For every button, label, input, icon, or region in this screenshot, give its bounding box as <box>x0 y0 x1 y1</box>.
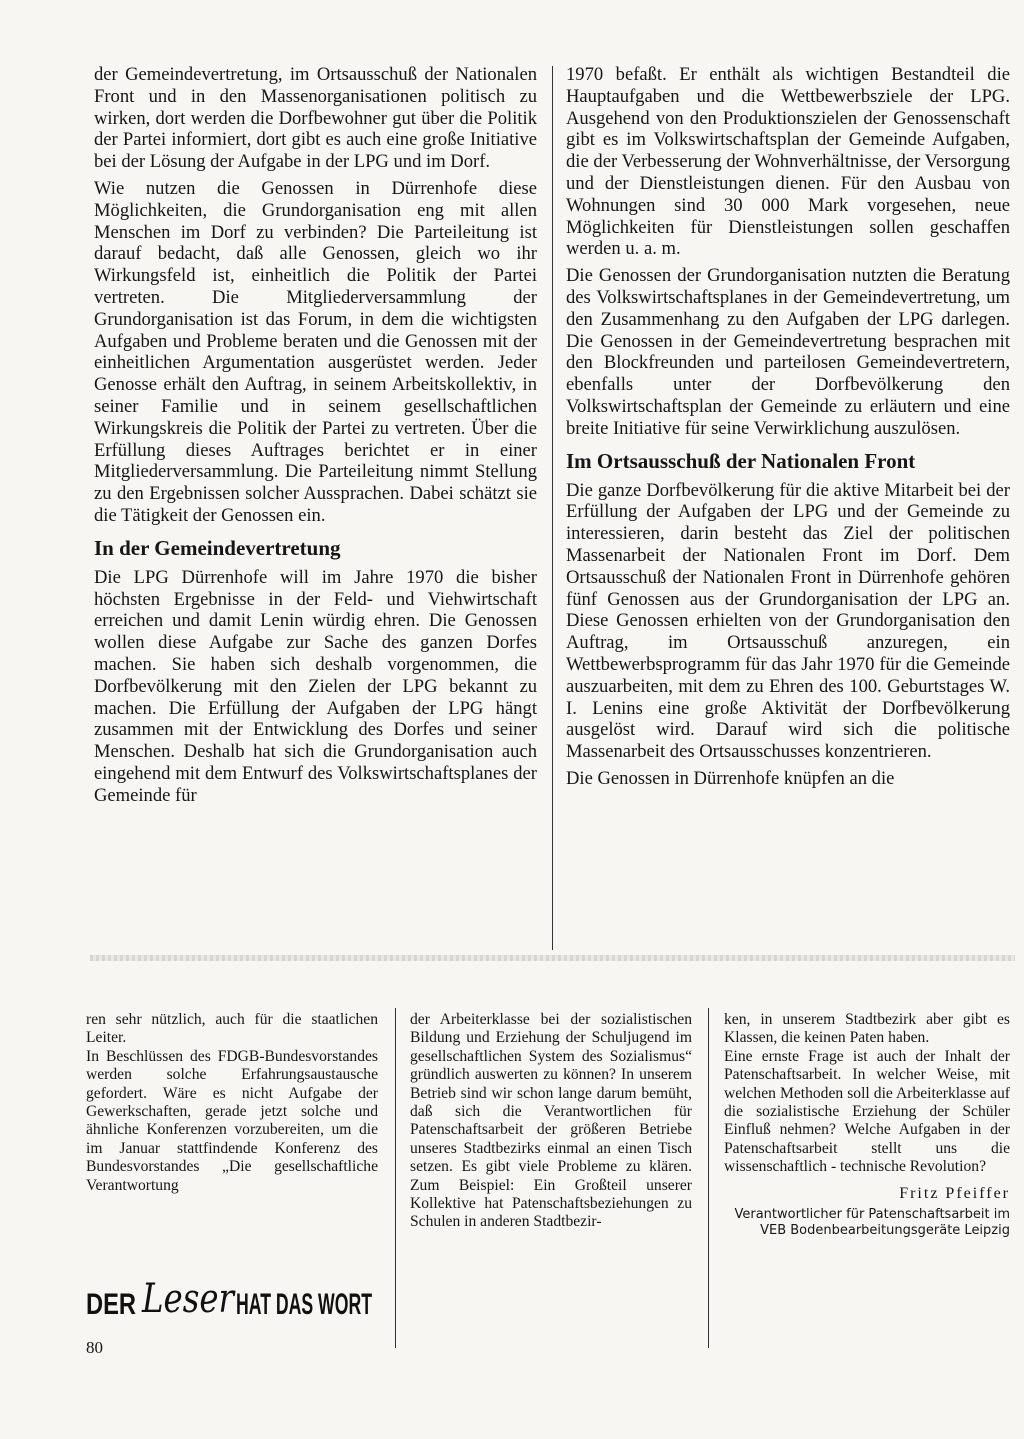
page-number: 80 <box>86 1338 103 1357</box>
section-divider <box>90 955 1015 961</box>
author-title: Verantwortlicher für Patenschaftsarbeit im VEB Bodenbearbeitungsgeräte Leipzig <box>734 1207 1010 1239</box>
column-logo <box>86 1268 376 1328</box>
paragraph: Die ganze Dorfbevölkerung für die aktive Mitarbeit bei der Erfüllung der Aufgaben der LPG und der Gemeinde zu interessieren, darin besteht das Ziel der politischen Massenarbeit der Nationalen Front im Dorf. Dem Ortsausschuß der Nationalen Front in Dürrenhofe gehören fünf Genossen aus der Grundorganisation der LPG an. Diese Genossen erhielten von der Grundorganisation den Auftrag, im Ortsausschuß anzuregen, ein Wettbewerbsprogramm für das Jahr 1970 für die Gemeinde auszuarbeiten, mit dem zu Ehren des 100. Geburtstages W. I. Lenins eine große Aktivität der Dorfbevölkerung ausgelöst wird. Darauf wird sich die politische Massenarbeit des Ortsausschusses konzentrieren. <box>566 479 1010 763</box>
logo-text-der: DER <box>86 1288 137 1321</box>
paragraph: Die LPG Dürrenhofe will im Jahre 1970 die bisher höchsten Ergebnisse in der Feld- und Viehwirtschaft erreichen und damit Lenin würdig ehren. Die Genossen wollen diese Aufgabe zur Sache des ganzen Dorfes machen. Sie haben sich deshalb vorgenommen, die Dorfbevölkerung mit den Zielen der LPG bekannt zu machen. Die Erfüllung der Aufgaben der LPG hängt zusammen mit der Entwicklung des Dorfes und seiner Menschen. Deshalb hat sich die Grundorganisation auch eingehend mit dem Entwurf des Volkswirtschaftsplanes der Gemeinde für <box>94 566 537 806</box>
paragraph: Die Genossen in Dürrenhofe knüpfen an die <box>566 767 895 789</box>
column-rule <box>708 1008 709 1348</box>
author-signature: Fritz Pfeiffer <box>899 1184 1010 1202</box>
paragraph: ken, in unserem Stadtbezirk aber gibt es Klassen, die keinen Paten haben. <box>724 1011 1010 1047</box>
article-column-left <box>94 64 537 812</box>
paragraph: Wie nutzen die Genossen in Dürrenhofe diese Möglichkeiten, die Grundorganisation eng mit allen Menschen im Dorf zu verbinden? Die Parteileitung ist darauf bedacht, daß alle Genossen, gleich wo ihr Wirkungsfeld ist, einheitlich die Politik der Partei vertreten. Die Mitgliederversammlung der Grundorganisation ist das Forum, in dem die wichtigsten Aufgaben und Probleme beraten und die Genossen mit der einheitlichen Argumentation ausgerüstet werden. Jeder Genosse erhält den Auftrag, in seinem Arbeitskollektiv, in seiner Familie und in seinem gesellschaftlichen Wirkungskreis die Politik der Partei zu vertreten. Über die Erfüllung dieses Auftrages berichtet er in einer Mitgliederversammlung. Die Parteileitung nimmt Stellung zu den Ergebnissen solcher Aussprachen. Dabei schätzt sie die Tätigkeit der Genossen ein. <box>94 177 537 526</box>
paragraph: ren sehr nützlich, auch für die staatlichen Leiter. <box>86 1011 378 1047</box>
paragraph: 1970 befaßt. Er enthält als wichtigen Bestandteil die Hauptaufgaben und die Wettbewerbsziele der LPG. Ausgehend von den Produktionszielen der Genossenschaft gibt es im Volkswirtschaftsplan der Gemeinde Aufgaben, die der Verbesserung der Wohnverhältnisse, der Versorgung und der Dienstleistungen dienen. Für den Ausbau von Wohnungen sind 30 000 Mark vorgesehen, neue Möglichkeiten für Dienstleistungen sollen geschaffen werden u. a. m. <box>566 64 1010 260</box>
paragraph: der Gemeindevertretung, im Ortsausschuß der Nationalen Front und in den Massenorganisationen politisch zu wirken, dort werden die Dorfbewohner gut über die Politik der Partei informiert, dort gibt es auch eine große Initiative bei der Lösung der Aufgabe in der LPG und im Dorf. <box>94 64 537 173</box>
letter-column-2 <box>410 1011 692 1232</box>
column-rule <box>552 66 553 950</box>
paragraph: In Beschlüssen des FDGB-Bundesvorstandes werden solche Erfahrungsaustausche gefordert. Wäre es nicht Aufgabe der Gewerkschaften, gerade jetzt solche und ähnliche Konferenzen vorzubereiten, um die im Januar stattfindende Konferenz des Bundesvorstandes „Die gesellschaftliche Verantwortung <box>86 1047 378 1194</box>
logo-text-hat-das-wort: HAT DAS WORT <box>236 1288 372 1321</box>
section-heading: In der Gemeindevertretung <box>94 535 341 560</box>
letter-column-3 <box>724 1011 1010 1239</box>
article-column-right <box>566 64 1010 795</box>
column-rule <box>395 1008 396 1348</box>
section-heading: Im Ortsausschuß der Nationalen Front <box>566 448 916 473</box>
paragraph: Eine ernste Frage ist auch der Inhalt der Patenschaftsarbeit. In welcher Weise, mit welchen Methoden soll die Arbeiterklasse auf die sozialistische Erziehung der Schüler Einfluß nehmen? Welche Aufgaben in der Patenschaftsarbeit stellt uns die wissenschaftlich - technische Revolution? <box>724 1047 1010 1176</box>
paragraph: Die Genossen der Grundorganisation nutzten die Beratung des Volkswirtschaftsplanes in der Gemeindevertretung, um den Zusammenhang zu den Aufgaben der LPG darlegen. Die Genossen in der Gemeindevertretung besprachen mit den Blockfreunden und parteilosen Gemeindevertretern, ebenfalls unter der Dorfbevölkerung den Volkswirtschaftsplan der Gemeinde zu erläutern und eine breite Initiative für seine Verwirklichung auszulösen. <box>566 265 1010 439</box>
paragraph: der Arbeiterklasse bei der sozialistischen Bildung und Erziehung der Schuljugend im gesellschaftlichen System des Sozialismus“ gründlich auswerten zu können? In unserem Betrieb sind wir schon lange darum bemüht, daß sich die Verantwortlichen für Patenschaftsarbeit der größeren Betriebe unseres Stadtbezirks einmal an einen Tisch setzen. Es gibt viele Probleme zu klären. Zum Beispiel: Ein Großteil unserer Kollektive hat Patenschaftsbeziehungen zu Schulen in anderen Stadtbezir- <box>410 1011 692 1231</box>
logo-text-script: Leser <box>141 1276 237 1322</box>
letter-column-1 <box>86 1011 378 1195</box>
